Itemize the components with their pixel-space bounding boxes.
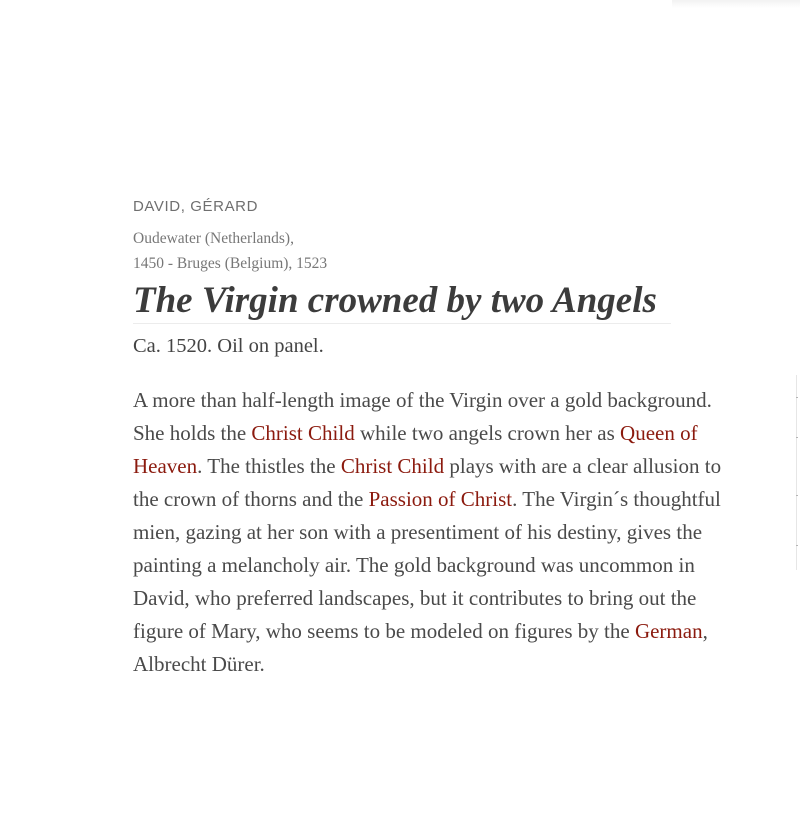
description-text: , Albrecht Dürer. — [133, 619, 708, 676]
description-text: . The Virgin´s thoughtful mien, gazing at her son with a presentiment of his destiny, gives the painting a melancholy air. The gold background was uncommon in David, who preferred landscapes, but it contributes to bring out the figure of Mary, who seems to be modeled on figures by the — [133, 487, 721, 643]
top-edge-shadow — [672, 0, 800, 8]
right-edge-frame — [796, 375, 800, 570]
artist-name: DAVID, GÉRARD — [133, 198, 259, 215]
link-german[interactable]: German — [634, 619, 703, 643]
origin-birth: Oudewater (Netherlands), — [133, 230, 294, 247]
edge-tick — [796, 495, 798, 496]
artwork-description — [133, 384, 723, 681]
description-text: while two angels crown her as — [354, 421, 621, 445]
link-christ-child[interactable]: Christ Child — [340, 454, 445, 478]
link-passion-of-christ[interactable]: Passion of Christ — [368, 487, 513, 511]
origin-death: 1450 - Bruges (Belgium), 1523 — [133, 255, 328, 272]
description-text: plays with are a clear allusion to the crown of thorns and the — [133, 454, 722, 511]
link-christ-child[interactable]: Christ Child — [251, 421, 355, 445]
description-text: A more than half-length image of the Virgin over a gold background. She holds the — [133, 388, 712, 445]
artist-origin — [133, 226, 723, 276]
artwork-title: The Virgin crowned by two Angels — [133, 279, 671, 324]
edge-tick — [796, 437, 798, 438]
description-text: . The thistles the — [197, 454, 341, 478]
edge-tick — [796, 545, 798, 546]
edge-tick — [796, 397, 798, 398]
artwork-medium: Ca. 1520. Oil on panel. — [133, 335, 324, 357]
link-queen-of-heaven[interactable]: Queen of Heaven — [133, 421, 698, 478]
artwork-card — [133, 196, 723, 681]
